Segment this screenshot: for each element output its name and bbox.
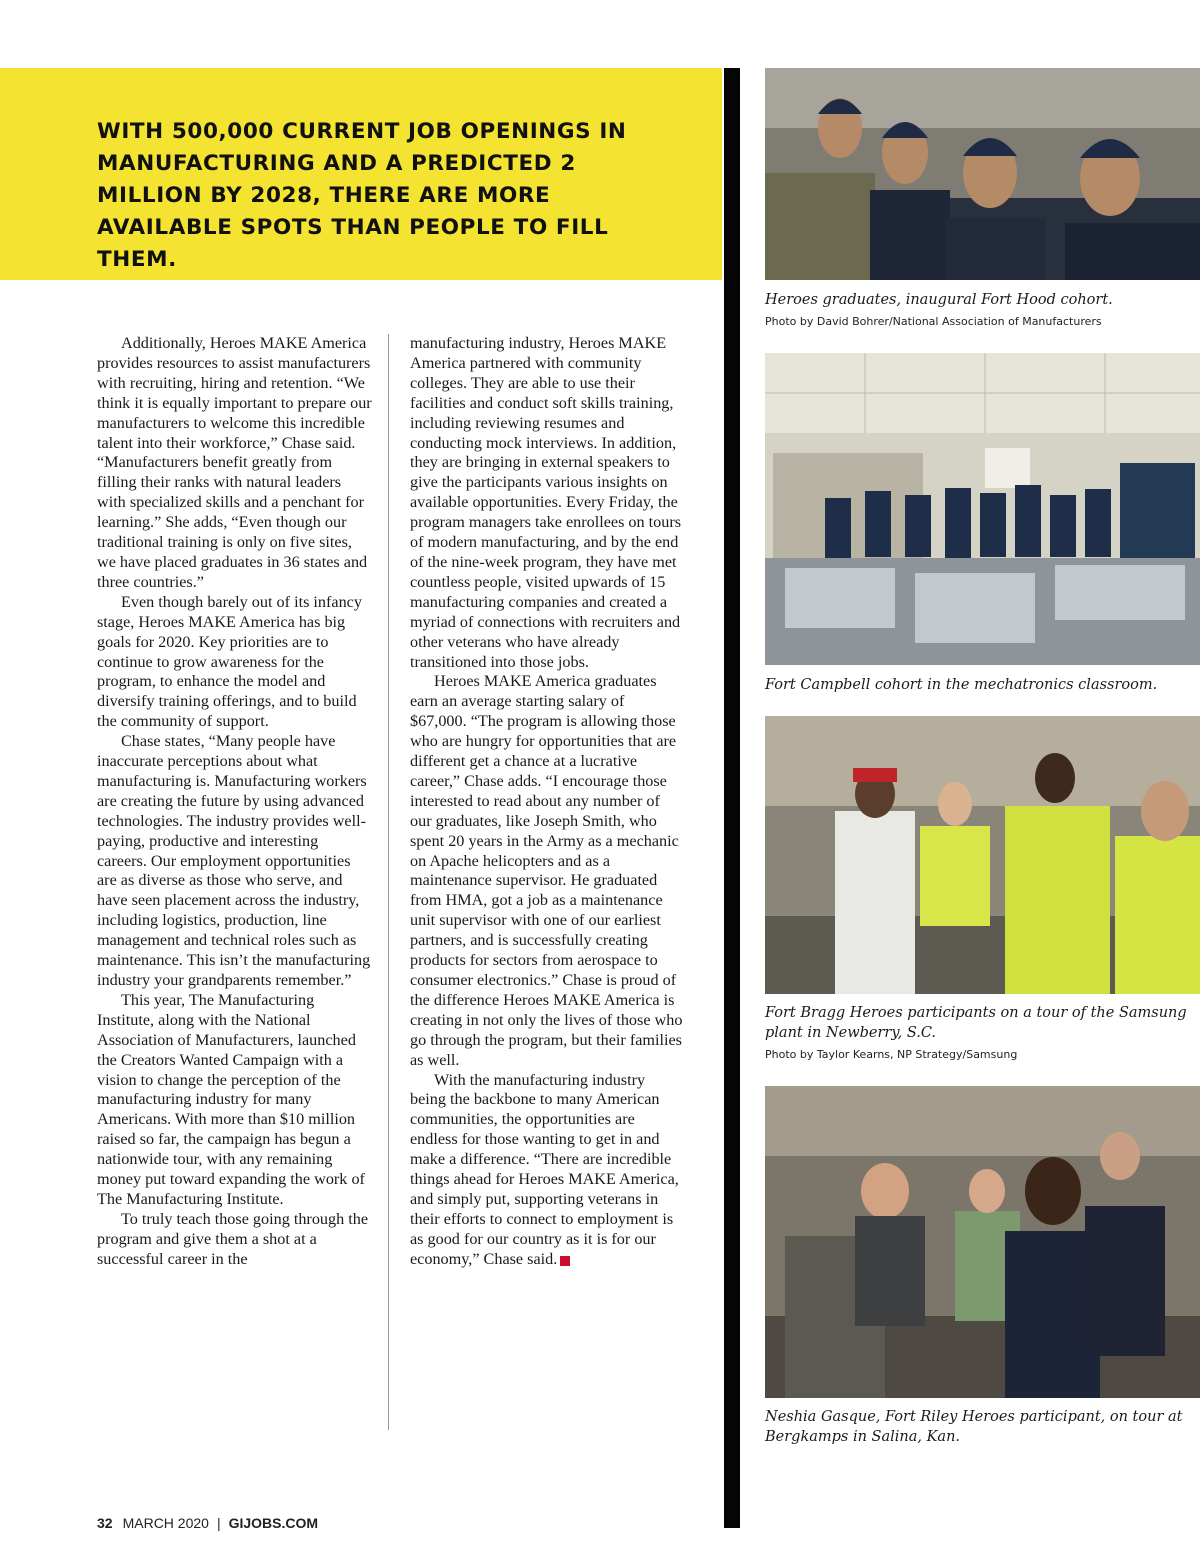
page-number: 32	[97, 1515, 113, 1531]
photo-credit: Photo by David Bohrer/National Association of Manufacturers	[765, 315, 1102, 328]
article-paragraph: Chase states, “Many people have inaccurate perceptions about what manufacturing is. Manufacturing workers are creating the future by using advanced technologies. The industry provides well-paying, productive and interesting careers. Our employment opportunities are as diverse as those who serve, and have seen placement across the industry, including logistics, production, line management and technical roles such as maintenance. This isn’t the manufacturing industry your grandparents remember.”	[97, 732, 371, 989]
article-paragraph: This year, The Manufacturing Institute, along with the National Association of Manufacturers, launched the Creators Wanted Campaign with a vision to change the perception of the manufacturing industry for many Americans. With more than $10 million raised so far, the campaign has begun a nationwide tour, with any remaining money put toward expanding the work of The Manufacturing Institute.	[97, 990, 365, 1208]
page-footer	[97, 1515, 318, 1531]
article-paragraph-text: With the manufacturing industry being the backbone to many American communities, the opportunities are endless for those wanting to get in and make a difference. “There are incredible things ahead for Heroes MAKE America, and simply put, supporting veterans in their efforts to connect to employment is as good for our country as it is for our economy,” Chase said.	[410, 1070, 679, 1268]
pull-quote-box	[0, 68, 722, 280]
column-rule	[388, 334, 389, 1430]
end-mark-icon: GI	[560, 1256, 570, 1266]
photo-caption: Fort Bragg Heroes participants on a tour of the Samsung plant in Newberry, S.C.	[765, 1005, 1187, 1041]
photo-caption: Fort Campbell cohort in the mechatronics classroom.	[765, 677, 1158, 693]
article-paragraph	[410, 1071, 685, 1270]
photo-caption: Heroes graduates, inaugural Fort Hood cohort.	[765, 292, 1113, 308]
photo-fort-campbell-classroom	[765, 353, 1200, 665]
pull-quote-text: WITH 500,000 CURRENT JOB OPENINGS IN MANUFACTURING AND A PREDICTED 2 MILLION BY 2028, THERE ARE MORE AVAILABLE SPOTS THAN PEOPLE TO FILL THEM.	[97, 119, 627, 272]
article-column-2	[410, 334, 685, 1270]
article-column-1	[97, 334, 372, 1270]
article-paragraph: Additionally, Heroes MAKE America provides resources to assist manufacturers with recruiting, hiring and retention. “We think it is equally important to prepare our manufacturers to welcome this incredible talent into their workforce,” Chase said. “Manufacturers benefit greatly from filling their ranks with natural leaders with specialized skills and a penchant for learning.” She adds, “Even though our traditional training is only on five sites, we have placed graduates in 36 states and three countries.”	[97, 334, 372, 591]
article-paragraph: Even though barely out of its infancy stage, Heroes MAKE America has big goals for 2020. Key priorities are to continue to grow awareness for the program, to enhance the model and diversify training offerings, and to build the community of support.	[97, 592, 362, 731]
issue-date: MARCH 2020	[122, 1515, 209, 1531]
vertical-divider-bar	[724, 68, 740, 1528]
article-paragraph: To truly teach those going through the program and give them a shot at a successful career in the	[97, 1209, 369, 1268]
photo-fort-hood-cohort	[765, 68, 1200, 280]
article-paragraph: manufacturing industry, Heroes MAKE America partnered with community colleges. They are able to use their facilities and conduct soft skills training, including reviewing resumes and conducting mock interviews. In addition, they are bringing in external speakers to give the participants various insights on available opportunities. Every Friday, the program managers take enrollees on tours of modern manufacturing, and by the end of the nine-week program, they have met countless people, visited upwards of 15 manufacturing companies and created a myriad of connections with recruiters and other veterans who have already transitioned into those jobs.	[410, 334, 682, 671]
site-link[interactable]: GIJOBS.COM	[228, 1515, 319, 1531]
photo-caption: Neshia Gasque, Fort Riley Heroes participant, on tour at Bergkamps in Salina, Kan.	[765, 1409, 1183, 1445]
article-paragraph: Heroes MAKE America graduates earn an average starting salary of $67,000. “The program is allowing those who are hungry for opportunities that are different get a chance at a lucrative career,” Chase adds. “I encourage those interested to read about any number of our graduates, like Joseph Smith, who spent 20 years in the Army as a mechanic on Apache helicopters and as a maintenance supervisor. He graduated from HMA, got a job as a maintenance unit supervisor with one of our earliest partners, and is successfully creating products for sectors from aerospace to consumer electronics.” Chase is proud of the difference Heroes MAKE America is creating in not only the lives of those who go through the program, but their families as well.	[410, 672, 683, 1069]
photo-bergkamps-tour	[765, 1086, 1200, 1398]
photo-credit: Photo by Taylor Kearns, NP Strategy/Samsung	[765, 1048, 1018, 1061]
footer-separator: |	[216, 1515, 221, 1531]
photo-fort-bragg-samsung-tour	[765, 716, 1200, 994]
